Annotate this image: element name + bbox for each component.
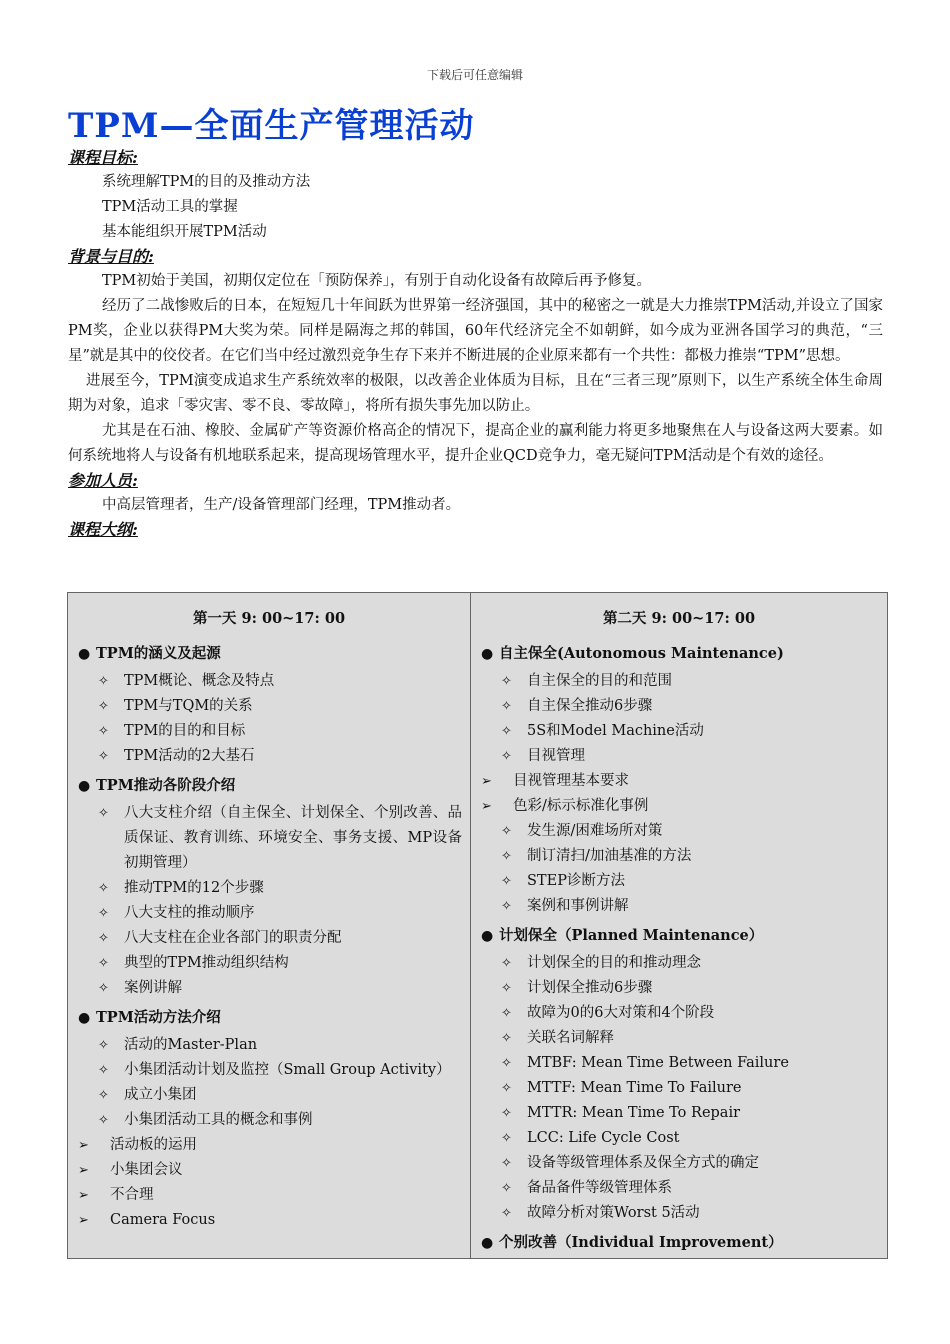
list-item: ✧ LCC: Life Cycle Cost (471, 1126, 887, 1151)
bullet-icon: ● (481, 1235, 494, 1251)
list-item: ✧ 故障为0的6大对策和4个阶段 (471, 1001, 887, 1026)
diamond-icon: ✧ (501, 824, 512, 839)
list-item: ➢ 小集团会议 (68, 1158, 470, 1183)
list-item: ✧ 八大支柱的推动顺序 (68, 901, 470, 926)
list-item: ➢ Camera Focus (68, 1208, 470, 1233)
background-paragraph: TPM初始于美国，初期仅定位在「预防保养」，有别于自动化设备有故障后再予修复。 (102, 273, 652, 289)
day2-column (471, 593, 888, 1259)
diamond-icon: ✧ (98, 931, 109, 946)
list-item: ✧ 自主保全推动6步骤 (471, 694, 887, 719)
day1-topic: ● TPM活动方法介绍 (68, 1005, 470, 1031)
day1-column (68, 593, 471, 1259)
list-item: ✧ 制订清扫/加油基准的方法 (471, 844, 887, 869)
diamond-icon: ✧ (501, 1031, 512, 1046)
diamond-icon: ✧ (501, 874, 512, 889)
bullet-icon: ● (481, 646, 494, 662)
day2-topic: ● 自主保全(Autonomous Maintenance) (471, 641, 887, 667)
diamond-icon: ✧ (501, 1106, 512, 1121)
list-item: ✧ 推动TPM的12个步骤 (68, 876, 470, 901)
diamond-icon: ✧ (501, 956, 512, 971)
list-item: ✧ 活动的Master-Plan (68, 1033, 470, 1058)
list-item: ✧ 目视管理 (471, 744, 887, 769)
list-item: ✧ TPM活动的2大基石 (68, 744, 470, 769)
bullet-icon: ● (78, 778, 91, 794)
diamond-icon: ✧ (98, 699, 109, 714)
background-paragraph: 经历了二战惨败后的日本，在短短几十年间跃为世界第一经济强国，其中的秘密之一就是大力推崇TPM活动,并设立了国家PM奖，企业以获得PM大奖为荣。同样是隔海之邦的韩国，60年代经济完全不如朝鲜，如今成为亚洲各国学习的典范，“三星”就是其中的佼佼者。在它们当中经过激烈竞争生存下来并不断进展的企业原来都有一个共性：都极力推崇“TPM”思想。 (68, 298, 883, 364)
day2-header: 第二天 9: 00~17: 00 (602, 610, 756, 627)
list-item: ✧ 计划保全的目的和推动理念 (471, 951, 887, 976)
day1-topic: ● TPM的涵义及起源 (68, 641, 470, 667)
list-item: ✧ STEP诊断方法 (471, 869, 887, 894)
background-paragraph: 进展至今，TPM演变成追求生产系统效率的极限，以改善企业体质为目标，且在“三者三现”原则下，以生产系统全体生命周期为对象，追求「零灾害、零不良、零故障」，将所有损失事先加以防止。 (68, 373, 883, 414)
goal-item: TPM活动工具的掌握 (102, 199, 238, 215)
list-item: ✧ 发生源/困难场所对策 (471, 819, 887, 844)
diamond-icon: ✧ (501, 1181, 512, 1196)
bullet-icon: ● (78, 646, 91, 662)
arrow-icon: ➢ (78, 1188, 89, 1203)
arrow-icon: ➢ (78, 1138, 89, 1153)
list-item: ✧ 计划保全推动6步骤 (471, 976, 887, 1001)
goal-item: 系统理解TPM的目的及推动方法 (102, 174, 311, 190)
list-item: ➢ 目视管理基本要求 (471, 769, 887, 794)
diamond-icon: ✧ (98, 1063, 109, 1078)
course-content (68, 146, 883, 542)
list-item: ➢ 色彩/标示标准化事例 (471, 794, 887, 819)
course-outline-table (67, 592, 888, 1259)
diamond-icon: ✧ (501, 674, 512, 689)
list-item: ✧ MTTF: Mean Time To Failure (471, 1076, 887, 1101)
arrow-icon: ➢ (78, 1163, 89, 1178)
day1-topic: ● TPM推动各阶段介绍 (68, 773, 470, 799)
list-item: ✧ MTBF: Mean Time Between Failure (471, 1051, 887, 1076)
list-item: ✧ 自主保全的目的和范围 (471, 669, 887, 694)
list-item: ✧ 小集团活动计划及监控（Small Group Activity） (68, 1058, 470, 1083)
day1-header: 第一天 9: 00~17: 00 (192, 610, 346, 627)
list-item: ✧ 备品备件等级管理体系 (471, 1176, 887, 1201)
diamond-icon: ✧ (98, 724, 109, 739)
diamond-icon: ✧ (501, 1156, 512, 1171)
diamond-icon: ✧ (98, 881, 109, 896)
arrow-icon: ➢ (78, 1213, 89, 1228)
diamond-icon: ✧ (98, 1088, 109, 1103)
list-item: ✧ 八大支柱介绍（自主保全、计划保全、个别改善、品质保证、教育训练、环境安全、事务支援、MP设备初期管理） (68, 801, 470, 876)
diamond-icon: ✧ (98, 956, 109, 971)
diamond-icon: ✧ (501, 724, 512, 739)
diamond-icon: ✧ (98, 749, 109, 764)
bullet-icon: ● (481, 928, 494, 944)
list-item: ✧ 故障分析对策Worst 5活动 (471, 1201, 887, 1226)
diamond-icon: ✧ (501, 981, 512, 996)
list-item: ✧ 关联名词解释 (471, 1026, 887, 1051)
list-item: ✧ TPM的目的和目标 (68, 719, 470, 744)
diamond-icon: ✧ (501, 1006, 512, 1021)
page-title: TPM—全面生产管理活动 (68, 106, 475, 146)
list-item: ✧ MTTR: Mean Time To Repair (471, 1101, 887, 1126)
arrow-icon: ➢ (481, 799, 492, 814)
day2-topic: ● 计划保全（Planned Maintenance） (471, 923, 887, 949)
list-item: ➢ 不合理 (68, 1183, 470, 1208)
diamond-icon: ✧ (501, 899, 512, 914)
list-item: ✧ TPM与TQM的关系 (68, 694, 470, 719)
bullet-icon: ● (78, 1010, 91, 1026)
arrow-icon: ➢ (481, 774, 492, 789)
background-paragraph: 尤其是在石油、橡胶、金属矿产等资源价格高企的情况下，提高企业的赢利能力将更多地聚焦在人与设备这两大要素。如何系统地将人与设备有机地联系起来，提高现场管理水平，提升企业QCD竞争力，毫无疑问TPM活动是个有效的途径。 (68, 423, 883, 464)
list-item: ✧ 八大支柱在企业各部门的职责分配 (68, 926, 470, 951)
diamond-icon: ✧ (98, 1113, 109, 1128)
attendees-heading: 参加人员: (68, 471, 138, 490)
attendees-text: 中高层管理者，生产/设备管理部门经理，TPM推动者。 (102, 497, 461, 513)
list-item: ✧ 5S和Model Machine活动 (471, 719, 887, 744)
diamond-icon: ✧ (501, 1081, 512, 1096)
diamond-icon: ✧ (98, 806, 109, 821)
diamond-icon: ✧ (98, 674, 109, 689)
goals-heading: 课程目标: (68, 148, 138, 167)
goal-item: 基本能组织开展TPM活动 (102, 224, 267, 240)
diamond-icon: ✧ (98, 981, 109, 996)
list-item: ✧ 典型的TPM推动组织结构 (68, 951, 470, 976)
diamond-icon: ✧ (501, 749, 512, 764)
diamond-icon: ✧ (501, 849, 512, 864)
outline-heading: 课程大纲: (68, 520, 138, 539)
diamond-icon: ✧ (501, 1206, 512, 1221)
list-item: ✧ 小集团活动工具的概念和事例 (68, 1108, 470, 1133)
list-item: ✧ 设备等级管理体系及保全方式的确定 (471, 1151, 887, 1176)
diamond-icon: ✧ (98, 1038, 109, 1053)
list-item: ✧ 案例讲解 (68, 976, 470, 1001)
diamond-icon: ✧ (501, 1056, 512, 1071)
list-item: ✧ 案例和事例讲解 (471, 894, 887, 919)
diamond-icon: ✧ (98, 906, 109, 921)
diamond-icon: ✧ (501, 699, 512, 714)
header-note: 下载后可任意编辑 (426, 68, 523, 82)
day2-topic: ● 个别改善（Individual Improvement） (471, 1230, 887, 1256)
list-item: ✧ TPM概论、概念及特点 (68, 669, 470, 694)
diamond-icon: ✧ (501, 1131, 512, 1146)
list-item: ✧ 成立小集团 (68, 1083, 470, 1108)
list-item: ➢ 活动板的运用 (68, 1133, 470, 1158)
background-heading: 背景与目的: (68, 247, 154, 266)
